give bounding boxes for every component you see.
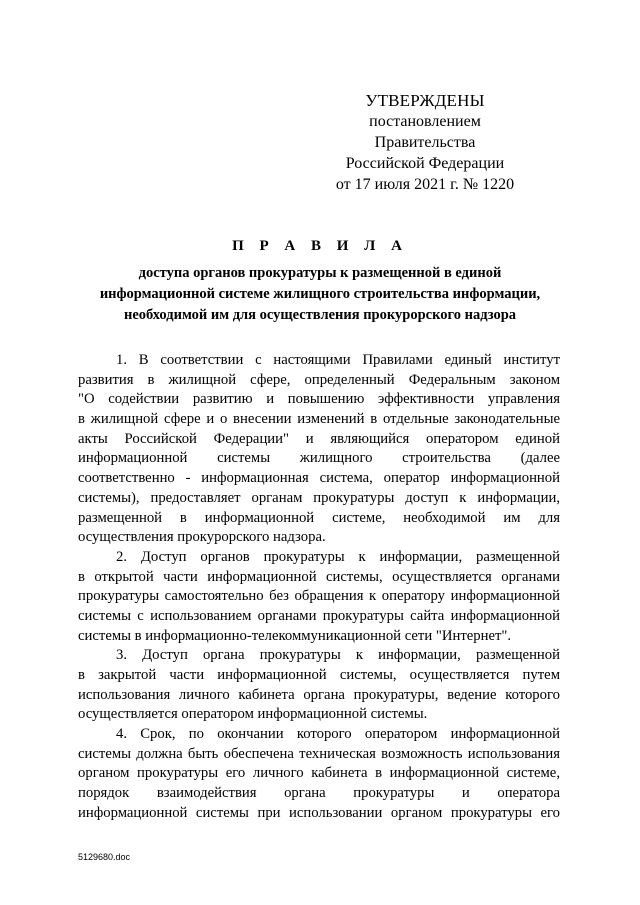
text-line: системы), предоставляет органам прокуратуры доступ к информации, (78, 489, 560, 506)
paragraph-4 (78, 725, 560, 823)
text-line: системы с использованием органами прокуратуры сайта информационной (78, 607, 560, 624)
approval-block (330, 90, 520, 195)
text-line: в жилищной сфере и о внесении изменений в отдельные законодательные (78, 411, 560, 428)
approval-line: постановлением Правительства (369, 113, 481, 151)
text-line: осуществляется оператором информационной системы. (78, 706, 428, 723)
text-line: системы должна быть обеспечена техническая возможность использования (78, 745, 560, 762)
approval-line: Российской Федерации (345, 155, 505, 172)
text-line: использования личного кабинета органа прокуратуры, ведение которого (78, 686, 560, 703)
approval-title: УТВЕРЖДЕНЫ (365, 91, 485, 110)
text-line: органом прокуратуры его личного кабинета в информационной системе, (78, 765, 560, 782)
text-line: в открытой части информационной системы, осуществляется органами (78, 568, 560, 585)
text-line: информационной системы жилищного строительства (далее (78, 450, 560, 467)
text-line: осуществления прокурорского надзора. (78, 529, 326, 546)
text-line: прокуратуры самостоятельно без обращения к оператору информационной (78, 588, 560, 605)
text-line: соответственно - информационная система, оператор информационной (78, 470, 560, 487)
subtitle-line: необходимой им для осуществления прокурорского надзора (123, 307, 517, 323)
text-line: порядок взаимодействия органа прокуратуры и оператора (78, 785, 560, 802)
paragraph-1 (78, 351, 560, 548)
text-line: 2. Доступ органов прокуратуры к информации, размещенной (116, 548, 560, 565)
subtitle-line: информационной системе жилищного строительства информации, (99, 286, 541, 302)
document-title: П Р А В И Л А (232, 238, 408, 254)
text-line: 1. В соответствии с настоящими Правилами единый институт (116, 352, 560, 368)
approval-date-number: от 17 июля 2021 г. № 1220 (335, 176, 515, 193)
document-subtitle (60, 263, 580, 326)
text-line: системы в информационно-телекоммуникационной сети "Интернет". (78, 627, 512, 644)
text-line: в закрытой части информационной системы, осуществляется путем (78, 667, 560, 683)
text-line: размещенной в информационной системе, необходимой им для (78, 509, 560, 526)
document-body (78, 351, 560, 824)
text-line: "О содействии развитию и повышению эффективности управления (78, 391, 560, 408)
text-line: 3. Доступ органа прокуратуры к информации, размещенной (116, 647, 560, 664)
text-line: 4. Срок, по окончании которого оператором информационной (116, 726, 560, 743)
text-line: акты Российской Федерации" и являющийся оператором единой (78, 430, 560, 447)
subtitle-line: доступа органов прокуратуры к размещенной в единой (138, 265, 502, 281)
text-line: развития в жилищной сфере, определенный Федеральным законом (78, 371, 560, 388)
text-line: информационной системы при использовании органом прокуратуры его (78, 804, 560, 821)
file-name-footer: 5129680.doc (78, 852, 131, 862)
paragraph-2 (78, 548, 560, 646)
paragraph-3 (78, 646, 560, 725)
